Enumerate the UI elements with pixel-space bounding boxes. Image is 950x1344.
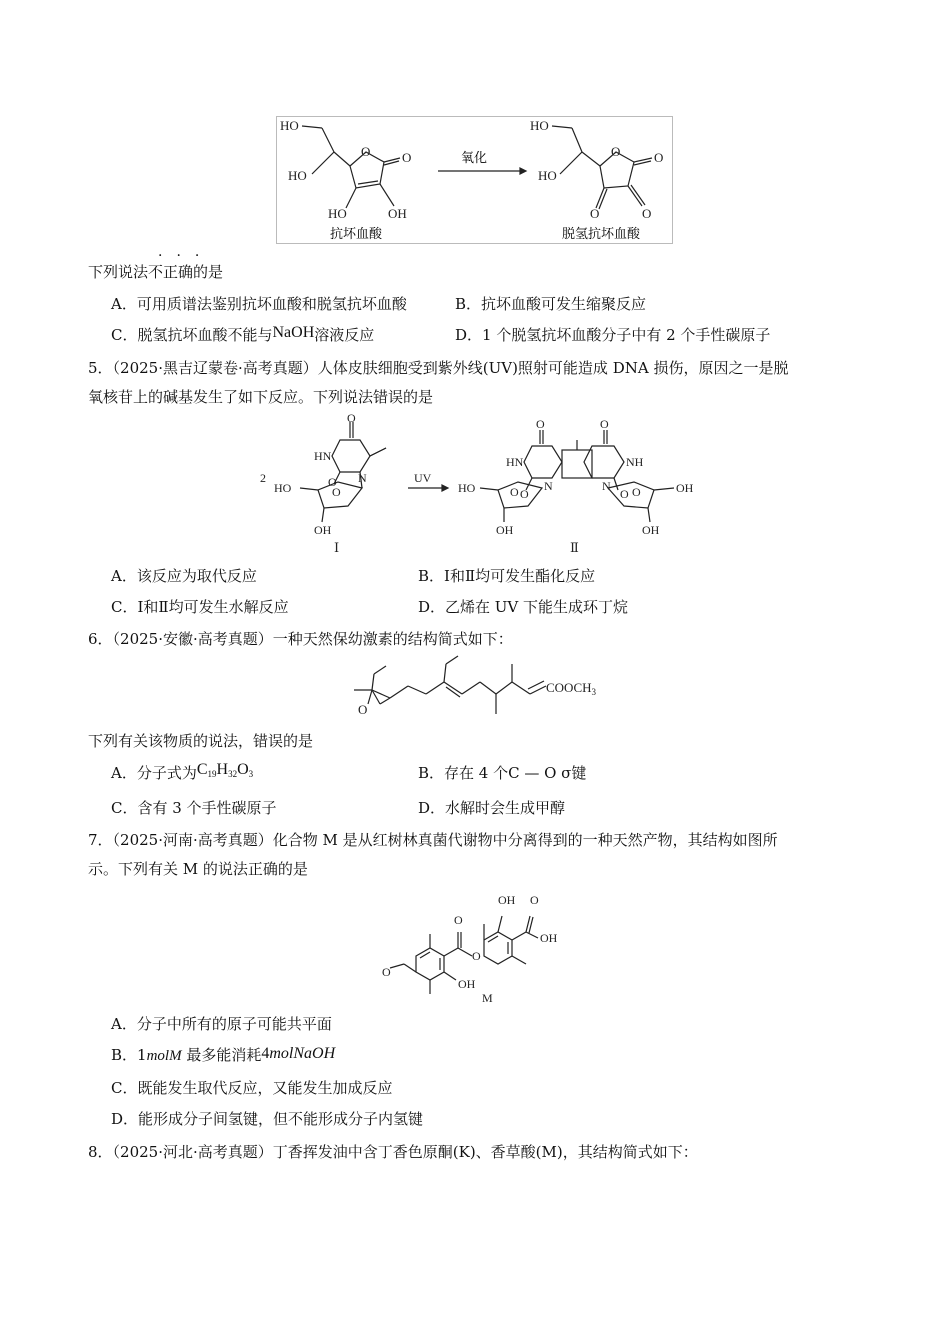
q4-option-c[interactable] <box>111 325 374 346</box>
q5-option-a[interactable]: A．该反应为取代反应 <box>111 567 257 585</box>
o-label: O <box>510 485 519 499</box>
oh-label: OH <box>314 523 332 537</box>
dehydroascorbic-acid-name: 脱氢抗坏血酸 <box>562 226 641 241</box>
q7-line1: 7．（2025·河南·高考真题）化合物 M 是从红树林真菌代谢物中分离得到的一种天然产物，其结构如图所 <box>88 831 778 849</box>
oh-label: OH <box>676 481 694 495</box>
q7-option-a[interactable]: A．分子中所有的原子可能共平面 <box>111 1015 332 1033</box>
o-label: O <box>632 485 641 499</box>
oh-label: OH <box>498 893 516 907</box>
formula-h: H <box>216 761 229 778</box>
q7-option-d[interactable]: D．能形成分子间氢键，但不能形成分子内氢键 <box>111 1110 424 1128</box>
q7-option-b[interactable] <box>111 1045 335 1066</box>
q6-option-a[interactable] <box>111 763 253 788</box>
hn-label: HN <box>506 455 524 469</box>
ho-label: HO <box>458 481 476 495</box>
formula-c-count: 19 <box>207 769 217 779</box>
n-label: N <box>602 479 611 493</box>
carbonyl-o-label: O <box>402 150 412 165</box>
q4-option-d[interactable]: D．1 个脱氢抗坏血酸分子中有 2 个手性碳原子 <box>455 326 771 344</box>
carboxyl-o-label: O <box>530 893 539 907</box>
ho-label: HO <box>530 118 549 133</box>
q5-line1: 5．（2025·黑吉辽蒙卷·高考真题）人体皮肤细胞受到紫外线(UV)照射可能造成 DNA 损伤，原因之一是脱 <box>88 359 789 377</box>
q4-stem: 下列说法不正确的是 <box>88 263 224 281</box>
compound-m-label: M <box>482 991 493 1005</box>
q4-option-b[interactable]: B．抗坏血酸可发生缩聚反应 <box>455 295 647 313</box>
ester-o-label: O <box>472 949 481 963</box>
compound-m-svg <box>380 884 580 1008</box>
nh-label: NH <box>626 455 644 469</box>
ho-label: HO <box>538 168 557 183</box>
naoh-formula: NaOH <box>272 324 315 341</box>
q7-option-c[interactable]: C．既能发生取代反应，又能发生加成反应 <box>111 1079 393 1097</box>
q4-option-c-post: 溶液反应 <box>314 326 375 344</box>
o-label: O <box>332 485 341 499</box>
o-label: O <box>520 487 529 501</box>
ring-o-label: O <box>361 144 371 159</box>
q7-option-b-mid: 最多能消耗 <box>181 1046 262 1064</box>
ho-label: HO <box>288 168 307 183</box>
ring-o-label: O <box>611 144 621 159</box>
q4-option-a[interactable]: A．可用质谱法鉴别抗坏血酸和脱氢抗坏血酸 <box>111 295 407 313</box>
formula-h-count: 32 <box>228 769 238 779</box>
q6-option-a-pre: A．分子式为 <box>111 764 197 782</box>
formula-o-count: 3 <box>248 769 254 779</box>
n-label: N <box>544 479 553 493</box>
q5-option-c[interactable]: C．Ⅰ和Ⅱ均可发生水解反应 <box>111 598 289 616</box>
thymidine-dimer-figure <box>252 410 702 560</box>
ester-label: COOCH <box>546 680 592 695</box>
n-label: N <box>358 471 367 485</box>
oh-label: OH <box>540 931 558 945</box>
q6-stem: 下列有关该物质的说法，错误的是 <box>88 732 314 750</box>
o-label: O <box>328 475 337 489</box>
compound-i-label: Ⅰ <box>334 540 340 555</box>
q5-option-b[interactable]: B．Ⅰ和Ⅱ均可发生酯化反应 <box>418 567 596 585</box>
oh-label: OH <box>496 523 514 537</box>
o-label: O <box>620 487 629 501</box>
molecular-formula <box>197 761 253 778</box>
ho-label: HO <box>280 118 299 133</box>
compound-ii-label: Ⅱ <box>570 540 579 555</box>
carbonyl-o-label: O <box>590 206 600 221</box>
juvenile-hormone-svg <box>350 652 610 722</box>
q8-line1: 8．（2025·河北·高考真题）丁香挥发油中含丁香色原酮(K)、香草酸(M)，其结构简式如下： <box>88 1143 698 1161</box>
ascorbic-acid-scheme-svg <box>276 116 673 244</box>
ascorbic-acid-name: 抗坏血酸 <box>330 226 383 241</box>
q6-option-c[interactable]: C．含有 3 个手性碳原子 <box>111 799 277 817</box>
q5-option-d[interactable]: D．乙烯在 UV 下能生成环丁烷 <box>418 598 629 616</box>
ho-label: HO <box>328 206 347 221</box>
ester-group-label <box>546 680 597 697</box>
methoxy-o-label: O <box>382 965 391 979</box>
coefficient: 2 <box>260 471 266 485</box>
epoxide-o-label: O <box>358 702 368 717</box>
uv-label: UV <box>414 471 432 485</box>
ascorbic-acid-oxidation-figure <box>276 116 673 244</box>
hn-label: HN <box>314 449 332 463</box>
ester-subscript: 3 <box>591 687 597 697</box>
formula-o: O <box>237 761 249 778</box>
q5-line2: 氧核苷上的碱基发生了如下反应。下列说法错误的是 <box>88 388 434 406</box>
q6-line1: 6．（2025·安徽·高考真题）一种天然保幼激素的结构简式如下： <box>88 630 513 648</box>
thymidine-dimer-svg <box>252 410 702 560</box>
mol-count: 4 <box>261 1045 270 1062</box>
emphasis-dots: ··· <box>158 248 214 264</box>
formula-c: C <box>196 761 208 778</box>
oxidation-arrow-label: 氧化 <box>461 150 488 165</box>
oh-label: OH <box>642 523 660 537</box>
mol-naoh: molNaOH <box>269 1045 336 1062</box>
compound-m-figure <box>380 884 580 1008</box>
juvenile-hormone-figure <box>350 652 610 722</box>
oh-label: OH <box>458 977 476 991</box>
o-label: O <box>536 417 545 431</box>
o-label: O <box>600 417 609 431</box>
q4-option-c-pre: C．脱氢抗坏血酸不能与 <box>111 326 273 344</box>
ho-label: HO <box>274 481 292 495</box>
carbonyl-o-label: O <box>454 913 463 927</box>
q6-option-d[interactable]: D．水解时会生成甲醇 <box>418 799 566 817</box>
q6-option-b[interactable]: B．存在 4 个C — O σ键 <box>418 764 587 782</box>
q7-option-b-pre: B．1 <box>111 1046 147 1064</box>
mol-m: molM <box>146 1048 182 1064</box>
carbonyl-o-label: O <box>654 150 664 165</box>
carbonyl-o-label: O <box>642 206 652 221</box>
o-label: O <box>347 411 356 425</box>
q7-line2: 示。下列有关 M 的说法正确的是 <box>88 860 308 878</box>
oh-label: OH <box>388 206 407 221</box>
